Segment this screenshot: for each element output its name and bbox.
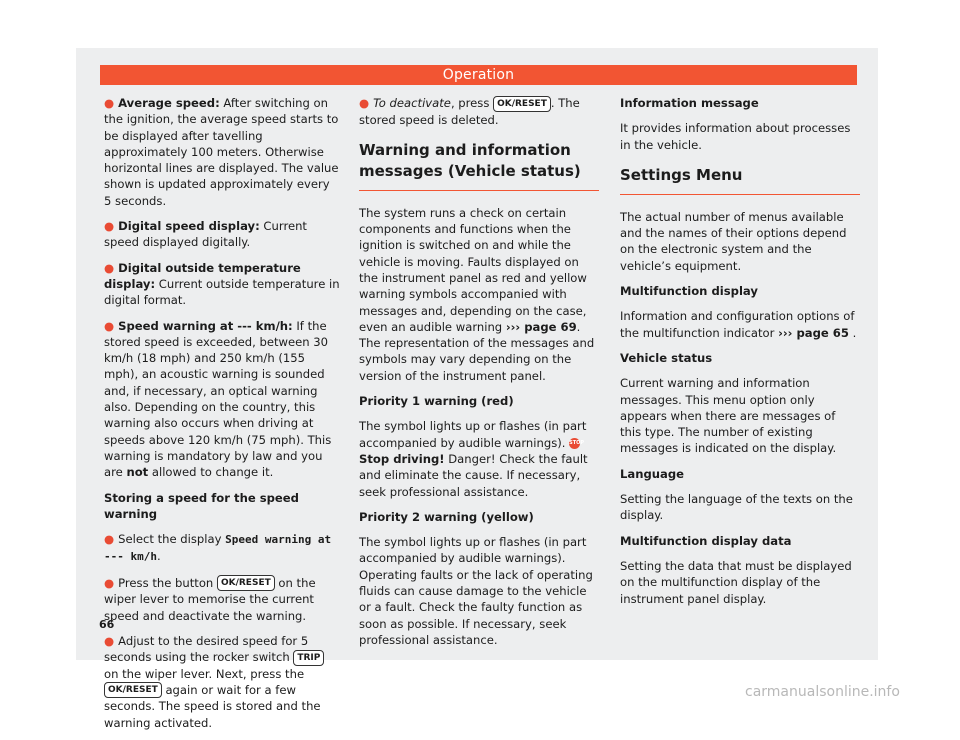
column-3 <box>620 95 860 616</box>
list-item: ● Digital speed display: Current speed displayed digitally. <box>104 219 307 250</box>
ok-reset-key-icon: OK/RESET <box>104 682 162 698</box>
subheading: Language <box>620 466 685 481</box>
paragraph: It provides information about processes in the vehicle. <box>620 121 851 152</box>
page-number: 66 <box>99 618 115 631</box>
list-item: ● Digital outside temperature display: Current outside temperature in digital format. <box>104 260 340 308</box>
subheading: Multifunction display <box>620 284 758 299</box>
subheading: Information message <box>620 96 759 110</box>
paragraph: The system runs a check on certain components and functions when the ignition is switched on and while the vehicle is moving. Faults displayed on the instrument panel as red and yellow warning symbols accompanied with messages and, depending on the case, even an audible warning ››› page 69. The representation of the messages and symbols may vary depending on the version of the instrument panel. <box>359 205 595 383</box>
bullet-icon: ● <box>104 532 115 547</box>
subheading: Vehicle status <box>620 350 713 365</box>
step-item: ● Adjust to the desired speed for 5 seconds using the rocker switch TRIP on the wiper lever. Next, press the OK/RESET again or wait for a few seconds. The speed is stored and the warning activated. <box>104 633 340 731</box>
paragraph: Current warning and information messages. This menu option only appears when there are messages of this type. The number of existing messages is indicated on the display. <box>620 376 837 456</box>
section-header: Operation <box>100 65 857 85</box>
paragraph: Setting the language of the texts on the display. <box>620 492 853 523</box>
section-title: Warning and information messages (Vehicle status) <box>359 140 599 191</box>
bullet-icon: ● <box>359 96 370 110</box>
watermark: carmanualsonline.info <box>745 684 900 700</box>
step-item: ● Select the display Speed warning at --- km/h. <box>104 532 332 564</box>
list-item: ● Average speed: After switching on the ignition, the average speed starts to be displayed after tavelling approximately 100 meters. Otherwise horizontal lines are displayed. The value shown is updated approximately every 5 seconds. <box>104 96 339 208</box>
step-item: ● Press the button OK/RESET on the wiper lever to memorise the current speed and deactivate the warning. <box>104 575 316 623</box>
subheading: Multifunction display data <box>620 533 792 548</box>
ok-reset-key-icon: OK/RESET <box>493 96 551 112</box>
subheading: Storing a speed for the speed warning <box>104 490 299 521</box>
section-title: Settings Menu <box>620 165 860 195</box>
trip-key-icon: TRIP <box>293 650 324 666</box>
bullet-icon: ● <box>104 575 115 590</box>
bullet-icon: ● <box>104 219 115 234</box>
page-reference-link[interactable]: ››› page 69 <box>505 319 577 334</box>
subheading: Priority 1 warning (red) <box>359 394 514 409</box>
page-reference-link[interactable]: ››› page 65 <box>778 325 849 340</box>
bullet-icon: ● <box>104 318 115 333</box>
bullet-icon: ● <box>104 96 115 110</box>
stop-icon: STOP <box>569 438 580 449</box>
bullet-icon: ● <box>104 260 115 275</box>
step-item: ● To deactivate, press OK/RESET . The stored speed is deleted. <box>359 96 580 127</box>
subheading: Priority 2 warning (yellow) <box>359 509 534 524</box>
paragraph: Setting the data that must be displayed on the multifunction display of the instrument panel display. <box>620 558 852 606</box>
paragraph: Information and configuration options of the multifunction indicator ››› page 65 . <box>620 309 857 340</box>
bullet-icon: ● <box>104 633 115 648</box>
column-1 <box>104 95 340 740</box>
list-item: ● Speed warning at --- km/h: If the stored speed is exceeded, between 30 km/h (18 mph) and 250 km/h (155 mph), an acoustic warning is sounded and, if necessary, an optical warning also. Depending on the country, this warning also occurs when driving at speeds above 120 km/h (75 mph). This warning is mandatory by law and you are not allowed to change it. <box>104 318 332 480</box>
paragraph: The symbol lights up or flashes (in part accompanied by audible warnings). Operating faults or the lack of operating fluids can cause damage to the vehicle or a fault. Check the faulty function as soon as possible. If necessary, seek professional assistance. <box>359 535 593 647</box>
paragraph: The actual number of menus available and the names of their options depend on the electronic system and the vehicle’s equipment. <box>620 209 847 273</box>
ok-reset-key-icon: OK/RESET <box>217 575 275 591</box>
paragraph: The symbol lights up or flashes (in part accompanied by audible warnings). STOP Stop driving! Danger! Check the fault and eliminate the cause. If necessary, seek professional assistance. <box>359 419 588 499</box>
column-2 <box>359 95 599 657</box>
